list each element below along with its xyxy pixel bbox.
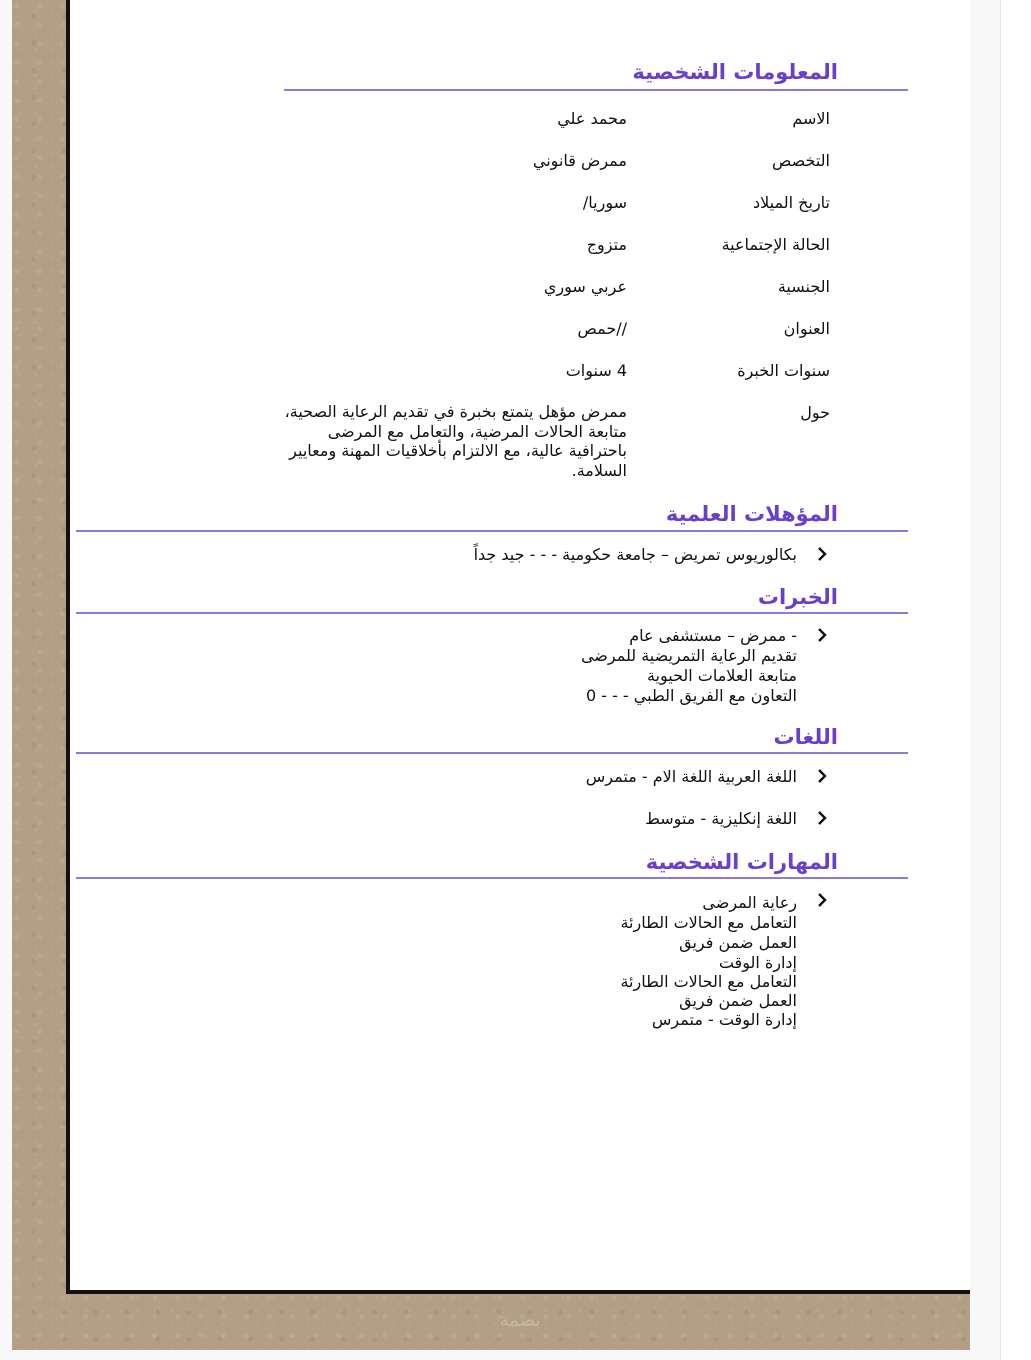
label-about: حول [800,403,830,422]
section-divider-education [76,530,908,532]
section-title-education: المؤهلات العلمية [665,502,838,526]
skill-line-3: العمل ضمن فريق [679,933,797,952]
section-title-skills: المهارات الشخصية [645,850,838,874]
chevron-right-icon [814,809,830,827]
chevron-right-icon [814,767,830,785]
language-item-english: اللغة إنكليزية - متوسط [645,809,797,828]
skill-line-4: إدارة الوقت [718,953,797,972]
experience-line-1: - ممرض – مستشفى عام [629,626,797,645]
value-address: //حمص [577,319,627,338]
language-item-arabic: اللغة العربية اللغة الام - متمرس [585,767,797,786]
label-specialty: التخصص [772,151,830,170]
scrollbar-gutter[interactable] [1000,0,1031,1360]
section-divider-experience [76,612,908,614]
value-birthdate: سوريا/ [582,193,627,212]
label-birthdate: تاريخ الميلاد [753,193,830,212]
value-specialty: ممرض قانوني [532,151,627,170]
section-divider-personal [284,89,908,91]
section-title-languages: اللغات [773,725,838,749]
value-nationality: عربي سوري [543,277,627,296]
label-address: العنوان [783,319,830,338]
chevron-right-icon [814,545,830,563]
label-nationality: الجنسية [777,277,830,296]
chevron-right-icon [814,891,830,909]
value-experience-years: 4 سنوات [565,361,627,380]
label-marital-status: الحالة الإجتماعية [721,235,830,254]
experience-line-4: التعاون مع الفريق الطبي - - - 0 [585,686,797,705]
skill-line-5: التعامل مع الحالات الطارئة [620,972,797,991]
education-item: بكالوريوس تمريض – جامعة حكومية - - - جيد جداً [473,545,797,564]
label-name: الاسم [792,109,830,128]
chevron-right-icon [814,626,830,644]
section-title-experience: الخبرات [757,585,838,609]
resume-page [66,0,970,1294]
skill-line-2: التعامل مع الحالات الطارئة [620,913,797,932]
value-marital-status: متزوج [586,235,627,254]
skill-line-1: رعاية المرضى [702,893,797,912]
section-divider-skills [76,877,908,879]
experience-line-3: متابعة العلامات الحيوية [646,666,797,685]
watermark-logo: بصمة [499,1310,541,1331]
skill-line-7: إدارة الوقت - متمرس [651,1010,797,1029]
skill-line-6: العمل ضمن فريق [679,991,797,1010]
value-about: ممرض مؤهل يتمتع بخبرة في تقديم الرعاية الصحية، متابعة الحالات المرضية، والتعامل مع المرضى باحترافية عالية، مع الالتزام بأخلاقيات المهنة ومعايير السلامة. [284,402,627,480]
section-title-personal: المعلومات الشخصية [632,60,838,84]
experience-line-2: تقديم الرعاية التمريضية للمرضى [580,646,797,665]
section-divider-languages [76,752,908,754]
value-name: محمد علي [557,109,627,128]
label-experience-years: سنوات الخبرة [737,361,830,380]
